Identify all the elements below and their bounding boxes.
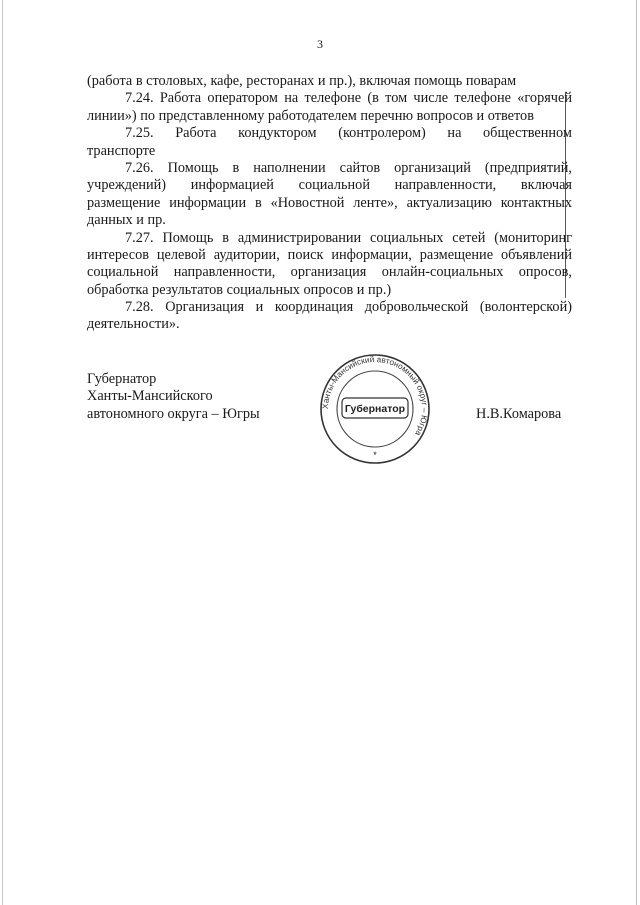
scan-edge-left — [2, 0, 3, 905]
page-number: 3 — [317, 37, 323, 51]
paragraph-line: деятельности». — [87, 316, 180, 333]
paragraph-line: 7.25. Работа кондуктором (контролером) на общественном — [125, 125, 572, 142]
signatory-name: Н.В.Комарова — [476, 406, 562, 422]
paragraph-line: социальной направленности, организация онлайн-социальных опросов, — [87, 264, 572, 281]
scan-edge-right — [636, 0, 637, 905]
paragraph-line: 7.24. Работа оператором на телефоне (в том числе телефоне «горячей — [125, 90, 572, 107]
signatory-position-line: Ханты-Мансийского — [87, 388, 213, 405]
paragraph-line: данных и пр. — [87, 212, 166, 229]
paragraph-line: 7.28. Организация и координация добровольческой (волонтерской) — [125, 299, 572, 316]
paragraph-line: учреждений) информацией социальной направленности, включая — [87, 177, 572, 194]
paragraph-line: (работа в столовых, кафе, ресторанах и пр.), включая помощь поварам — [87, 73, 517, 89]
paragraph-line: интересов целевой аудитории, поиск информации, размещение объявлений — [87, 246, 572, 263]
seal-star: * — [373, 450, 377, 460]
seal-center-text: Губернатор — [344, 403, 406, 415]
document-body — [87, 73, 572, 334]
paragraph-line: 7.27. Помощь в администрировании социальных сетей (мониторинг — [125, 229, 572, 246]
paragraph-line: 7.26. Помощь в наполнении сайтов организаций (предприятий, — [125, 159, 572, 176]
paragraph-line: линии») по представленному работодателем перечню вопросов и ответов — [87, 107, 534, 124]
paragraph-line: обработка результатов социальных опросов и пр.) — [87, 281, 392, 298]
paragraph-line: транспорте — [87, 142, 156, 159]
official-seal-stamp — [310, 354, 440, 464]
signatory-position-line: автономного округа – Югры — [87, 405, 260, 422]
signatory-position-line: Губернатор — [87, 371, 157, 387]
paragraph-line: размещение информации в «Новостной ленте», актуализацию контактных — [87, 194, 572, 211]
signatory-position — [87, 371, 260, 423]
seal-ring-text: Ханты-Мансийский автономный округ – Югра — [320, 354, 430, 438]
